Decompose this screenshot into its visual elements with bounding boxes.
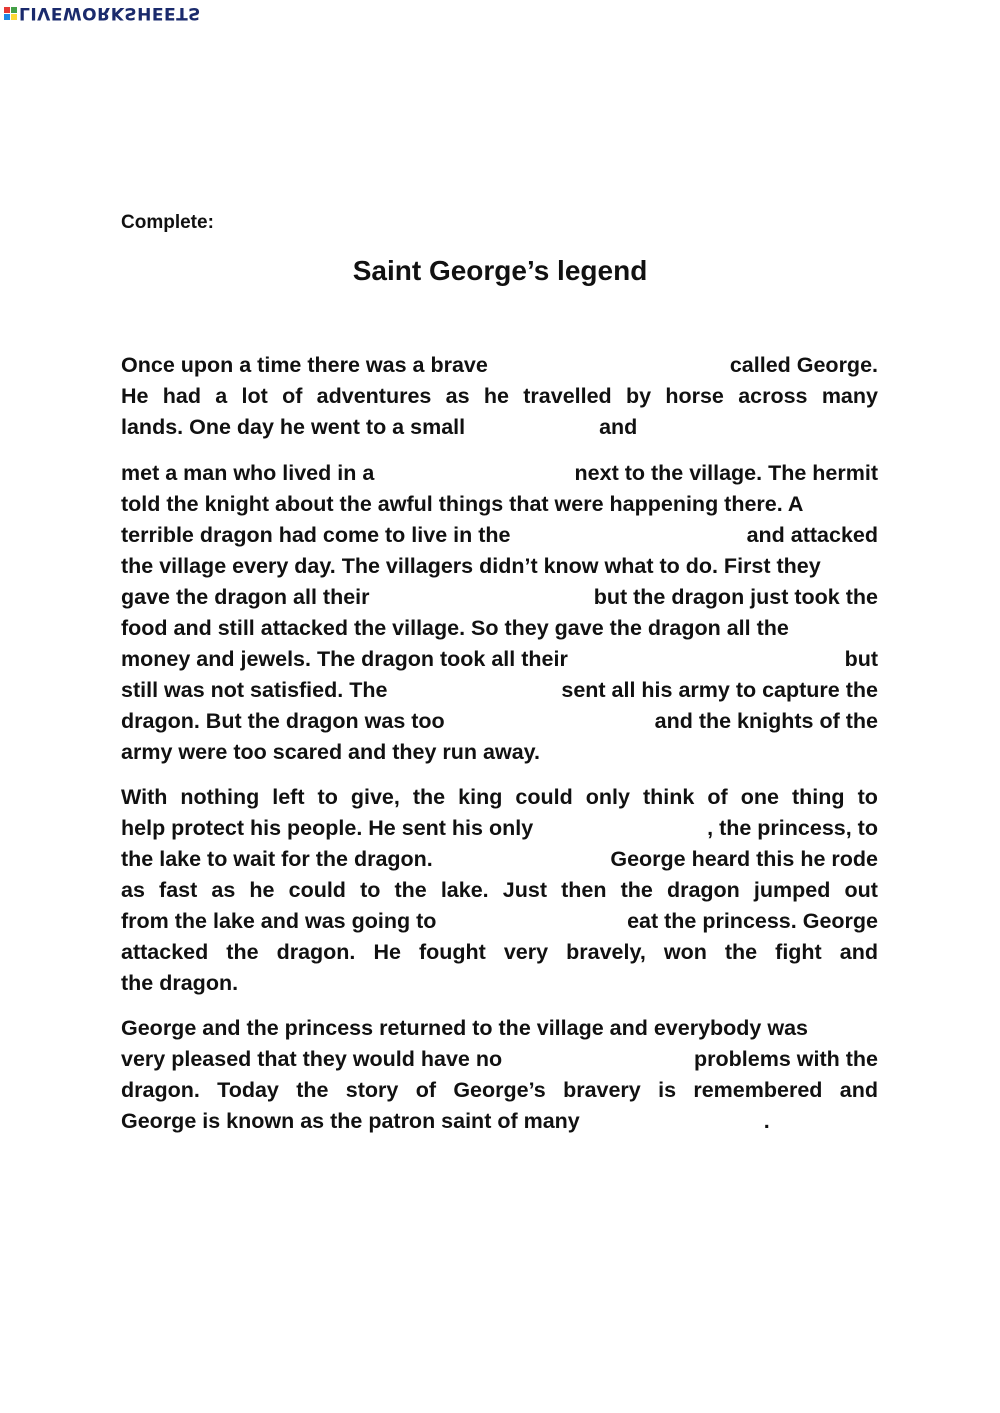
word: the: [412, 785, 446, 809]
word: jumped: [753, 878, 831, 902]
word: of: [707, 785, 728, 809]
p4-line-1: George and the princess returned to the village and everybody was: [121, 1016, 809, 1040]
word: the: [724, 940, 758, 964]
word: very: [503, 940, 549, 964]
word: as: [445, 384, 470, 408]
blank-10[interactable]: [472, 844, 572, 866]
word: to: [360, 878, 381, 902]
p2-l8-text-a: still was not satisfied. The: [121, 678, 388, 702]
word: to: [857, 785, 878, 809]
word: He: [121, 384, 149, 408]
word: thing: [792, 785, 845, 809]
word: dragon.: [276, 940, 356, 964]
paragraph-2: [121, 458, 878, 768]
word: the: [620, 878, 653, 902]
p2-l3-text-b: and attacked: [746, 523, 878, 547]
p1-line-2: [121, 381, 878, 412]
p2-line-2: told the knight about the awful things that were happening there. A: [121, 492, 804, 516]
word: bravely,: [566, 940, 646, 964]
word: With: [121, 785, 168, 809]
p4-line-4: [121, 1106, 878, 1137]
word: won: [663, 940, 707, 964]
instruction-label: Complete:: [121, 212, 214, 233]
word: of: [282, 384, 303, 408]
word: is: [658, 1078, 677, 1102]
p3-line-7: the dragon.: [121, 971, 239, 995]
p1-line-3: [121, 412, 878, 443]
word: fought: [418, 940, 486, 964]
word: had: [162, 384, 201, 408]
word: think: [643, 785, 695, 809]
p2-line-8: [121, 675, 878, 706]
p2-l9-text-a: dragon. But the dragon was too: [121, 709, 445, 733]
logo-squares-icon: [4, 7, 17, 20]
p2-line-3: [121, 520, 878, 551]
word: the: [226, 940, 259, 964]
word: across: [738, 384, 808, 408]
word: attacked: [121, 940, 209, 964]
worksheet-title: Saint George’s legend: [352, 255, 648, 286]
blank-3[interactable]: [412, 458, 537, 480]
p2-l8-text-b: sent all his army to capture the: [561, 678, 878, 702]
word: travelled: [523, 384, 612, 408]
word: many: [821, 384, 878, 408]
word: he: [249, 878, 275, 902]
p3-l5-text-a: from the lake and was going to: [121, 909, 437, 933]
p3-line-1: [121, 782, 878, 813]
paragraph-3: [121, 782, 878, 999]
p3-l5-text-b: eat the princess. George: [627, 909, 878, 933]
p3-line-5: [121, 906, 878, 937]
word: the: [296, 1078, 329, 1102]
p2-line-7: [121, 644, 878, 675]
p4-line-2: [121, 1044, 878, 1075]
word: lake.: [440, 878, 489, 902]
word: king: [458, 785, 503, 809]
word: George’s: [453, 1078, 546, 1102]
word: left: [272, 785, 305, 809]
word: by: [625, 384, 652, 408]
paragraph-1: [121, 350, 878, 443]
word: Just: [502, 878, 547, 902]
p2-line-6: food and still attacked the village. So they gave the dragon all the: [121, 616, 789, 640]
p2-line-5: [121, 582, 878, 613]
p3-l3-text-b: George heard this he rode: [610, 847, 878, 871]
p4-l2-text-b: problems with the: [694, 1047, 878, 1071]
word: a: [215, 384, 228, 408]
word: and: [839, 1078, 878, 1102]
word: give,: [350, 785, 400, 809]
word: nothing: [180, 785, 260, 809]
word: of: [415, 1078, 436, 1102]
p2-l7-text-b: but: [844, 647, 878, 671]
word: the: [394, 878, 427, 902]
p1-line-1: [121, 350, 878, 381]
p3-line-4: [121, 875, 878, 906]
word: story: [345, 1078, 399, 1102]
word: then: [561, 878, 607, 902]
p3-l2-text-b: , the princess, to: [707, 816, 878, 840]
blank-8[interactable]: [485, 706, 615, 728]
word: fight: [775, 940, 822, 964]
p4-l4-text-b: .: [763, 1109, 770, 1133]
blank-12[interactable]: [548, 1044, 648, 1066]
p2-l1-text-a: met a man who lived in a: [121, 461, 375, 485]
blank-6[interactable]: [606, 644, 806, 666]
blank-2[interactable]: [471, 417, 593, 439]
word: out: [844, 878, 878, 902]
logo-square-blue: [4, 14, 10, 20]
word: as: [121, 878, 145, 902]
p2-l5-text-a: gave the dragon all their: [121, 585, 370, 609]
p2-l7-text-a: money and jewels. The dragon took all their: [121, 647, 568, 671]
word: dragon: [666, 878, 740, 902]
word: he: [483, 384, 509, 408]
word: bravery: [563, 1078, 641, 1102]
word: fast: [159, 878, 198, 902]
p1-l1-text-b: called George.: [729, 353, 878, 377]
blank-5[interactable]: [412, 582, 552, 604]
word: dragon.: [121, 1078, 200, 1102]
p4-l4-text-a: George is known as the patron saint of many: [121, 1109, 580, 1133]
word: could: [288, 878, 346, 902]
p2-l9-text-b: and the knights of the: [654, 709, 878, 733]
blank-4[interactable]: [554, 520, 704, 542]
liveworksheets-logo: [4, 3, 201, 23]
logo-text: LIVEWORKSHEETS: [19, 3, 201, 23]
p1-l3-text-b: and: [599, 415, 638, 439]
p3-l2-text-a: help protect his people. He sent his only: [121, 816, 534, 840]
blank-9[interactable]: [565, 813, 675, 835]
word: and: [839, 940, 878, 964]
p3-line-3: [121, 844, 878, 875]
p3-l3-text-a: the lake to wait for the dragon.: [121, 847, 433, 871]
p1-l3-text-a: lands. One day he went to a small: [121, 415, 466, 439]
p1-l1-text-a: Once upon a time there was a brave: [121, 353, 488, 377]
word: one: [740, 785, 779, 809]
p3-line-6: [121, 937, 878, 968]
word: only: [585, 785, 630, 809]
word: He: [373, 940, 401, 964]
word: as: [211, 878, 236, 902]
word: could: [515, 785, 573, 809]
p3-line-2: [121, 813, 878, 844]
p2-l5-text-b: but the dragon just took the: [593, 585, 878, 609]
paragraph-4: [121, 1013, 878, 1137]
blank-13[interactable]: [586, 1111, 758, 1133]
word: horse: [665, 384, 724, 408]
word: Today: [217, 1078, 279, 1102]
logo-square-yellow: [11, 14, 17, 20]
blank-11[interactable]: [479, 906, 584, 928]
word: remembered: [693, 1078, 823, 1102]
p2-line-10: army were too scared and they run away.: [121, 740, 541, 764]
p2-line-1: [121, 458, 878, 489]
p2-line-4: the village every day. The villagers didn’t know what to do. First they: [121, 554, 821, 578]
p4-l2-text-a: very pleased that they would have no: [121, 1047, 503, 1071]
p2-l3-text-a: terrible dragon had come to live in the: [121, 523, 511, 547]
blank-7[interactable]: [422, 675, 527, 697]
p2-l1-text-b: next to the village. The hermit: [574, 461, 878, 485]
p4-line-3: [121, 1075, 878, 1106]
logo-square-green: [11, 7, 17, 13]
word: lot: [241, 384, 268, 408]
word: adventures: [316, 384, 432, 408]
blank-1[interactable]: [534, 350, 684, 372]
p2-line-9: [121, 706, 878, 737]
logo-square-red: [4, 7, 10, 13]
word: to: [317, 785, 338, 809]
